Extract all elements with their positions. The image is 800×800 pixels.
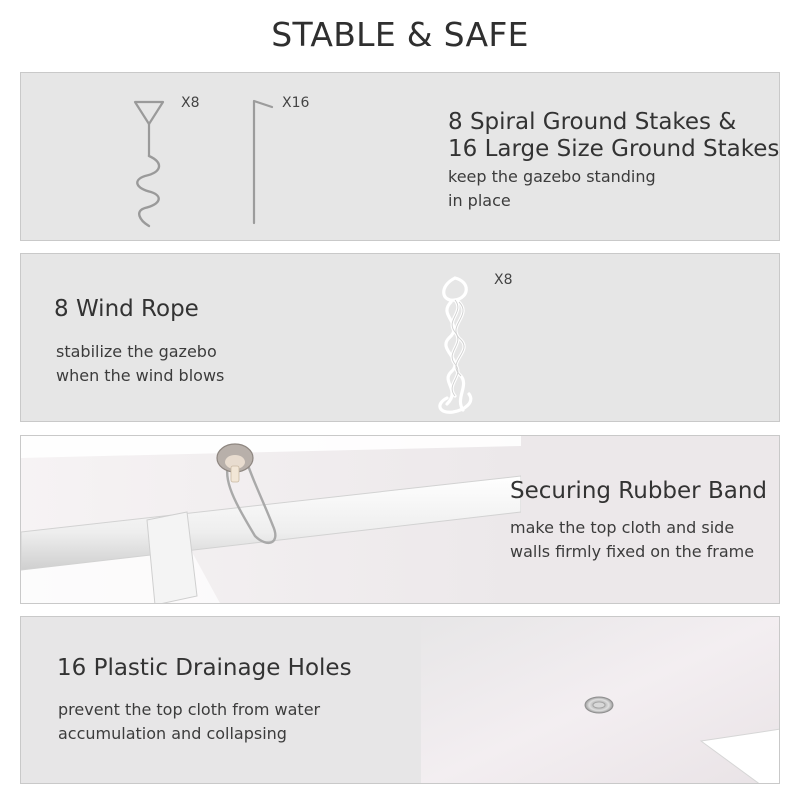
spiral-stake-icon (129, 98, 169, 230)
panel-drainage-holes (20, 616, 780, 784)
panel-heading: 16 Large Size Ground Stakes (448, 136, 780, 162)
panel-wind-rope (20, 253, 780, 422)
panel-heading: 8 Spiral Ground Stakes & (448, 109, 737, 135)
panel-heading: 16 Plastic Drainage Holes (57, 655, 352, 681)
panel-description: in place (448, 191, 511, 210)
panel-ground-stakes (20, 72, 780, 241)
ground-stake-icon (246, 97, 276, 225)
rope-bundle-icon (425, 272, 485, 417)
panel-heading: 8 Wind Rope (54, 296, 199, 322)
panel-description: make the top cloth and side (510, 518, 735, 537)
page-title: STABLE & SAFE (271, 15, 529, 54)
spiral-stake-quantity: X8 (181, 95, 200, 111)
panel-description: prevent the top cloth from water (58, 700, 321, 719)
panel-rubber-band (20, 435, 780, 604)
drainage-hole-image (421, 617, 780, 784)
rope-quantity: X8 (494, 272, 513, 288)
panel-description: walls firmly fixed on the frame (510, 542, 755, 561)
large-stake-quantity: X16 (282, 95, 310, 111)
panel-description: accumulation and collapsing (58, 724, 287, 743)
panel-description: keep the gazebo standing (448, 167, 656, 186)
panel-description: stabilize the gazebo (56, 342, 217, 361)
panel-heading: Securing Rubber Band (510, 478, 767, 504)
pole-rubber-band-image (21, 436, 521, 604)
panel-description: when the wind blows (56, 366, 225, 385)
